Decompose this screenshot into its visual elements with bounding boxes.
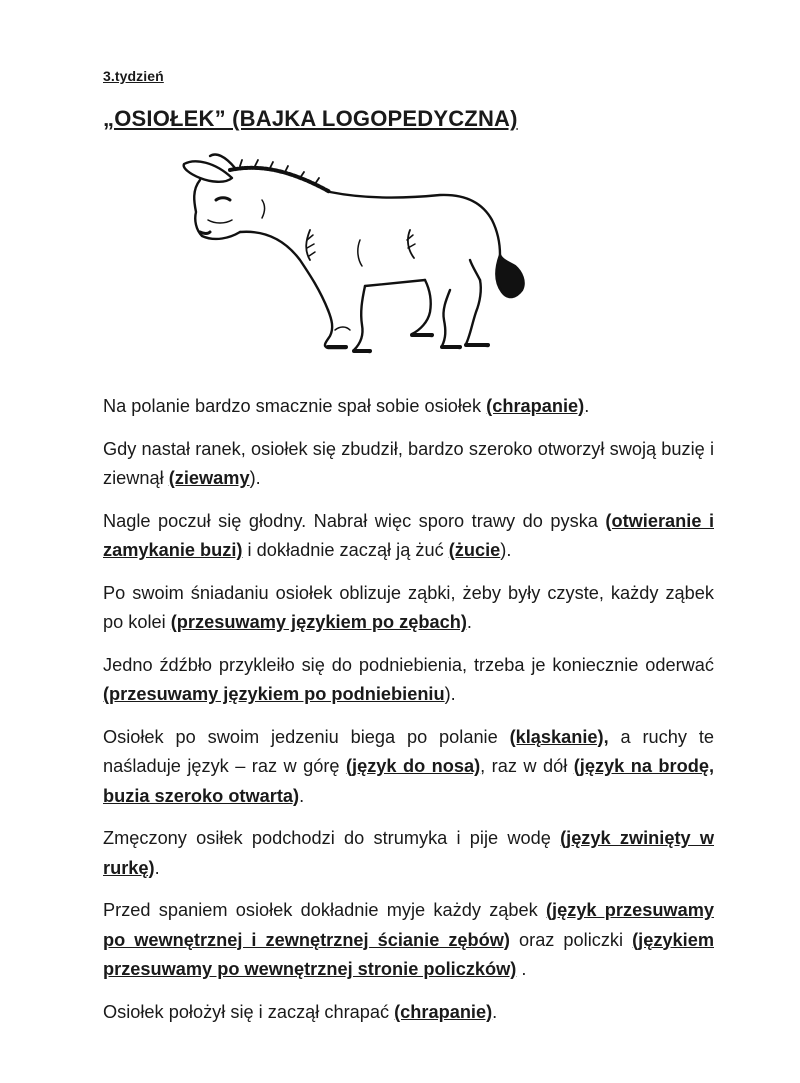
- story-text-segment: ).: [249, 468, 261, 488]
- story-text-segment: Na polanie bardzo smacznie spał sobie osiołek: [103, 396, 487, 416]
- story-paragraph: [103, 998, 714, 1028]
- story-text-segment: , raz w dół: [480, 756, 574, 776]
- story-text-segment: Osiołek położył się i zaczął chrapać: [103, 1001, 395, 1022]
- story-paragraph: [103, 824, 714, 883]
- story-text-segment: .: [584, 396, 590, 416]
- exercise-instruction: (ziewamy: [168, 468, 250, 488]
- story-text-segment: Gdy nastał ranek, osiołek się zbudził, bardzo szeroko otworzył swoją buzię i ziewnął: [103, 438, 714, 488]
- exercise-instruction: (chrapanie): [394, 1001, 493, 1022]
- story-text-segment: Osiołek po swoim jedzeniu biega po polanie: [103, 726, 510, 747]
- story-paragraph: [103, 507, 714, 566]
- donkey-illustration: [170, 140, 540, 370]
- exercise-instruction: (przesuwamy językiem po podniebieniu: [103, 684, 445, 704]
- story-text: [103, 392, 714, 1040]
- story-paragraph: [103, 723, 714, 812]
- story-text-segment: Po swoim śniadaniu osiołek oblizuje ząbki, żeby były czyste, każdy ząbek po kolei: [103, 582, 714, 632]
- story-text-segment: oraz policzki: [509, 929, 633, 950]
- story-text-segment: Jedno źdźbło przykleiło się do podniebienia, trzeba je koniecznie oderwać: [103, 654, 714, 675]
- story-paragraph: [103, 579, 714, 638]
- story-text-segment: .: [492, 1001, 498, 1022]
- exercise-instruction: (język zwinięty w rurkę): [103, 828, 715, 878]
- story-text-segment: .: [466, 612, 472, 632]
- story-text-segment: .: [516, 959, 527, 979]
- story-text-segment: .: [299, 785, 305, 806]
- story-text-segment: Zmęczony osiłek podchodzi do strumyka i pije wodę: [103, 828, 561, 848]
- story-paragraph: [103, 896, 714, 985]
- story-text-segment: i dokładnie zaczął ją żuć: [242, 540, 449, 560]
- exercise-instruction: (język przesuwamy po wewnętrznej i zewnętrznej ścianie zębów): [103, 900, 714, 950]
- exercise-instruction: (chrapanie): [486, 396, 585, 416]
- exercise-instruction: (językiem przesuwamy po wewnętrznej stronie policzków): [103, 929, 714, 979]
- page-title: „OSIOŁEK” (BAJKA LOGOPEDYCZNA): [103, 106, 518, 131]
- story-paragraph: [103, 392, 714, 422]
- story-paragraph: [103, 435, 714, 494]
- story-text-segment: a ruchy te naśladuje język – raz w górę: [103, 726, 714, 776]
- exercise-instruction: (kląskanie),: [509, 726, 609, 747]
- story-text-segment: ).: [500, 540, 512, 560]
- exercise-instruction: (przesuwamy językiem po zębach): [170, 612, 467, 632]
- donkey-drawing-icon: [170, 140, 540, 370]
- week-label: 3.tydzień: [103, 68, 164, 84]
- exercise-instruction: (otwieranie i zamykanie buzi): [103, 510, 714, 560]
- story-text-segment: Przed spaniem osiołek dokładnie myje każdy ząbek: [103, 900, 546, 920]
- story-text-segment: Nagle poczuł się głodny. Nabrał więc sporo trawy do pyska: [103, 510, 606, 531]
- exercise-instruction: (żucie: [448, 540, 501, 560]
- story-text-segment: ).: [444, 684, 456, 704]
- exercise-instruction: (język na brodę, buzia szeroko otwarta): [103, 756, 714, 806]
- story-paragraph: [103, 651, 714, 710]
- exercise-instruction: (język do nosa): [345, 756, 481, 776]
- story-text-segment: .: [154, 857, 160, 878]
